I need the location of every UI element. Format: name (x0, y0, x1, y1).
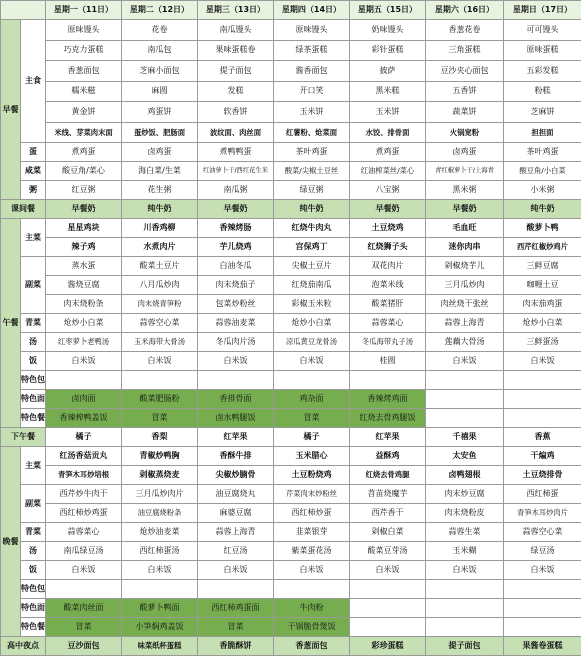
dish-cell: 香脆酥饼 (198, 637, 274, 656)
category-special-meal: 特色餐 (21, 618, 46, 637)
dish-cell: 黑米粥 (426, 181, 504, 200)
day-header: 星期四（14日） (274, 1, 350, 20)
dish-cell: 红豆粥 (46, 181, 122, 200)
empty-cell (198, 580, 274, 599)
day-header: 星期一（11日） (46, 1, 122, 20)
breakfast-row (1, 61, 581, 82)
dish-cell: 炝炒小白菜 (504, 314, 581, 333)
dish-cell: 莲藕大骨汤 (426, 333, 504, 352)
dish-cell: 蒜蓉生菜 (426, 523, 504, 542)
breakfast-row (1, 143, 581, 162)
category-special-noodle: 特色面 (21, 599, 46, 618)
dish-cell: 红烧牛肉丸 (274, 219, 350, 238)
dish-cell: 油豆腐烧粉条 (122, 504, 198, 523)
dish-cell: 白米饭 (122, 561, 198, 580)
lunch-row (1, 219, 581, 238)
dish-cell: 红薯粉、炝菜面 (274, 122, 350, 143)
dish-cell: 橘子 (46, 428, 122, 447)
dish-cell: 益酥鸡 (350, 447, 426, 466)
empty-cell (350, 618, 426, 637)
dish-cell: 冬瓜海带丸子汤 (350, 333, 426, 352)
dish-cell: 鸡蛋饼 (122, 102, 198, 123)
dish-cell: 红油萝卜干/西红花生米 (198, 162, 274, 181)
dish-cell: 红烧去骨鸡腿饭 (350, 409, 426, 428)
dish-cell: 糯米糍 (46, 81, 122, 102)
dish-cell: 八月瓜炒肉 (122, 276, 198, 295)
dish-cell: 绿豆汤 (504, 542, 581, 561)
dish-cell: 西芹香干 (350, 504, 426, 523)
dish-cell: 花卷 (122, 20, 198, 41)
category-special-noodle: 特色面 (21, 390, 46, 409)
dish-cell: 彩针蛋糕 (350, 40, 426, 61)
empty-cell (46, 580, 122, 599)
dish-cell: 双花肉片 (350, 257, 426, 276)
dish-cell: 红苹果 (198, 428, 274, 447)
dish-cell: 尖椒土豆片 (274, 257, 350, 276)
day-header: 星期六（16日） (426, 1, 504, 20)
dish-cell: 桂圆 (350, 352, 426, 371)
dish-cell: 开口笑 (274, 81, 350, 102)
dish-cell: 红豆汤 (198, 542, 274, 561)
dish-cell: 酸菜肥肠粉 (122, 390, 198, 409)
dish-cell: 蒜蓉空心菜 (504, 523, 581, 542)
category-special-meal: 特色餐 (21, 409, 46, 428)
header-corner (1, 1, 46, 20)
dish-cell: 三鲜蛋汤 (504, 333, 581, 352)
dish-cell: 三角蛋糕 (426, 40, 504, 61)
dish-cell: 青笋木耳炒培根 (46, 466, 122, 485)
dinner-row (1, 580, 581, 599)
empty-cell (198, 371, 274, 390)
dish-cell: 红油榨菜丝/菜心 (350, 162, 426, 181)
dish-cell: 白米饭 (274, 352, 350, 371)
dish-cell: 酸豆角/菜心 (46, 162, 122, 181)
dish-cell: 玉米海带大骨汤 (122, 333, 198, 352)
dish-cell: 西红柿炒鸡蛋 (46, 504, 122, 523)
dinner-row (1, 466, 581, 485)
empty-cell (350, 371, 426, 390)
dish-cell: 冬瓜肉片汤 (198, 333, 274, 352)
dish-cell: 南瓜绿豆汤 (46, 542, 122, 561)
dish-cell: 小米粥 (504, 181, 581, 200)
lunch-row (1, 257, 581, 276)
day-header: 星期日（17日） (504, 1, 581, 20)
dish-cell: 香葱面包 (274, 637, 350, 656)
category-soup: 汤 (21, 542, 46, 561)
meal-label-morning-snack: 课间餐 (1, 200, 46, 219)
dish-cell: 煮鸭鸭蛋 (198, 143, 274, 162)
dish-cell: 蒜蓉上海青 (198, 523, 274, 542)
dish-cell: 西红柿炒蛋 (274, 504, 350, 523)
breakfast-row (1, 162, 581, 181)
dish-cell: 尖椒炒腩骨 (198, 466, 274, 485)
dish-cell: 青红椒萝卜干/上海青 (426, 162, 504, 181)
dish-cell: 果酱卷蛋糕 (504, 637, 581, 656)
dish-cell: 卤鸭翅根 (426, 466, 504, 485)
dish-cell: 西红柿蛋汤 (122, 542, 198, 561)
dish-cell: 卤肉面 (46, 390, 122, 409)
breakfast-row (1, 20, 581, 41)
dish-cell: 白米饭 (46, 352, 122, 371)
empty-cell (274, 580, 350, 599)
dish-cell: 冒菜 (122, 409, 198, 428)
dish-cell: 咖喱土豆 (504, 276, 581, 295)
lunch-row (1, 371, 581, 390)
header-row (1, 1, 581, 20)
dish-cell: 凉瓜黄豆龙骨汤 (274, 333, 350, 352)
meal-label-dinner: 晚餐 (1, 447, 21, 637)
dish-cell: 酸豆角/小白菜 (504, 162, 581, 181)
dish-cell: 酸菜肉丝面 (46, 599, 122, 618)
empty-cell (350, 599, 426, 618)
dish-cell: 玉米腊心 (274, 447, 350, 466)
dish-cell: 香排骨面 (198, 390, 274, 409)
dish-cell: 茶叶鸡蛋 (504, 143, 581, 162)
dish-cell: 原味蛋糕 (504, 40, 581, 61)
dish-cell: 白米饭 (122, 352, 198, 371)
category-pickles: 咸菜 (21, 162, 46, 181)
dish-cell: 五香饼 (426, 81, 504, 102)
empty-cell (426, 390, 504, 409)
dish-cell: 酸萝卜鸭面 (122, 599, 198, 618)
dish-cell: 西芹红椒炒鸡片 (504, 238, 581, 257)
dish-cell: 炝炒油麦菜 (122, 523, 198, 542)
category-special-bread: 特色包 (21, 371, 46, 390)
dish-cell: 五彩发糕 (504, 61, 581, 82)
empty-cell (504, 409, 581, 428)
dish-cell: 水煮肉片 (122, 238, 198, 257)
dish-cell: 芋儿烧鸡 (198, 238, 274, 257)
dish-cell: 星星鸡块 (46, 219, 122, 238)
dish-cell: 茶叶鸡蛋 (274, 143, 350, 162)
dish-cell: 白米饭 (426, 352, 504, 371)
dish-cell: 海白菜/生菜 (122, 162, 198, 181)
dish-cell: 青笋木耳炒肉片 (504, 504, 581, 523)
dish-cell: 炝炒小白菜 (274, 314, 350, 333)
dish-cell: 白米饭 (198, 352, 274, 371)
dish-cell: 三月瓜炒肉 (426, 276, 504, 295)
dish-cell: 绿茶蛋糕 (274, 40, 350, 61)
empty-cell (504, 580, 581, 599)
dish-cell: 土豆烧排骨 (504, 466, 581, 485)
dish-cell: 披萨 (350, 61, 426, 82)
morning-snack-row (1, 200, 581, 219)
dish-cell: 香葱面包 (46, 61, 122, 82)
dish-cell: 波纹面、肉丝面 (198, 122, 274, 143)
dish-cell: 红烧去骨鸡腿 (350, 466, 426, 485)
dish-cell: 卤鸡蛋 (122, 143, 198, 162)
category-staple: 主食 (21, 20, 46, 143)
dish-cell: 油豆腐烧丸 (198, 485, 274, 504)
dish-cell: 蒜蓉上海青 (426, 314, 504, 333)
dish-cell: 香葱花卷 (426, 20, 504, 41)
dinner-row (1, 542, 581, 561)
dish-cell: 南瓜馒头 (198, 20, 274, 41)
empty-cell (46, 371, 122, 390)
category-side-dish: 副菜 (21, 257, 46, 314)
dish-cell: 早餐奶 (350, 200, 426, 219)
lunch-row (1, 333, 581, 352)
breakfast-row (1, 122, 581, 143)
dish-cell: 八宝粥 (350, 181, 426, 200)
dish-cell: 果味蛋糕卷 (198, 40, 274, 61)
dish-cell: 韭菜银芽 (274, 523, 350, 542)
dish-cell: 蒜蓉菜心 (46, 523, 122, 542)
dish-cell: 迷你肉串 (426, 238, 504, 257)
breakfast-row (1, 102, 581, 123)
meal-label-lunch: 午餐 (1, 219, 21, 428)
dish-cell: 紫菜蛋花汤 (274, 542, 350, 561)
empty-cell (426, 618, 504, 637)
category-rice: 饭 (21, 561, 46, 580)
dish-cell: 豆沙面包 (46, 637, 122, 656)
dinner-row (1, 523, 581, 542)
dish-cell: 黑米糕 (350, 81, 426, 102)
dish-cell: 米线、芽菜肉末面 (46, 122, 122, 143)
dish-cell: 奶味馒头 (350, 20, 426, 41)
dish-cell: 小笋焖鸡盖饭 (122, 618, 198, 637)
dish-cell: 土豆粉烧鸡 (274, 466, 350, 485)
dish-cell: 玉米饼 (350, 102, 426, 123)
dish-cell: 香辣烤肠 (198, 219, 274, 238)
dish-cell: 芝麻小面包 (122, 61, 198, 82)
dish-cell: 发糕 (198, 81, 274, 102)
dinner-row (1, 504, 581, 523)
dish-cell: 肉末茄鸡蛋 (504, 295, 581, 314)
dish-cell: 红烧茄南瓜 (274, 276, 350, 295)
dish-cell: 蒸水蛋 (46, 257, 122, 276)
breakfast-row (1, 40, 581, 61)
dish-cell: 早餐奶 (426, 200, 504, 219)
dish-cell: 冒菜 (198, 618, 274, 637)
category-main-dish: 主菜 (21, 447, 46, 485)
dish-cell: 巧克力蛋糕 (46, 40, 122, 61)
dish-cell: 彩椒玉米粒 (274, 295, 350, 314)
dish-cell: 白米饭 (274, 561, 350, 580)
dish-cell: 冒菜 (274, 409, 350, 428)
dish-cell: 卤鸡蛋 (426, 143, 504, 162)
dish-cell: 白米饭 (426, 561, 504, 580)
dish-cell: 豆沙夹心面包 (426, 61, 504, 82)
dish-cell: 干锅脆骨煲饭 (274, 618, 350, 637)
empty-cell (122, 580, 198, 599)
dish-cell: 煮鸡蛋 (350, 143, 426, 162)
dinner-row (1, 599, 581, 618)
dish-cell: 蛋炒饭、肥肠面 (122, 122, 198, 143)
category-greens: 青菜 (21, 314, 46, 333)
dish-cell: 肉末烧青笋粉 (122, 295, 198, 314)
dish-cell: 白米饭 (504, 561, 581, 580)
night-snack-row (1, 637, 581, 656)
dish-cell: 酸菜豆芽汤 (350, 542, 426, 561)
dish-cell: 肉末烧粉皮 (426, 504, 504, 523)
dish-cell: 彩珍蛋糕 (350, 637, 426, 656)
dish-cell: 卤水鸭腿饭 (198, 409, 274, 428)
dish-cell: 干煸鸡 (504, 447, 581, 466)
dish-cell: 原味馒头 (46, 20, 122, 41)
dish-cell: 肉末炒豆腐 (426, 485, 504, 504)
dish-cell: 肉末烧粉条 (46, 295, 122, 314)
dish-cell: 麻婆豆腐 (198, 504, 274, 523)
dish-cell: 酱烧豆腐 (46, 276, 122, 295)
lunch-row (1, 352, 581, 371)
dish-cell: 香辣烤鸡面 (350, 390, 426, 409)
dish-cell: 原味馒头 (274, 20, 350, 41)
dish-cell: 千禧果 (426, 428, 504, 447)
dish-cell: 西芹炒牛肉干 (46, 485, 122, 504)
dish-cell: 剁椒烧芋儿 (426, 257, 504, 276)
category-rice: 饭 (21, 352, 46, 371)
breakfast-row (1, 81, 581, 102)
lunch-row (1, 295, 581, 314)
dish-cell: 毛血旺 (426, 219, 504, 238)
empty-cell (426, 409, 504, 428)
dish-cell: 纯牛奶 (504, 200, 581, 219)
dish-cell: 冒菜 (46, 618, 122, 637)
dish-cell: 炝炒小白菜 (46, 314, 122, 333)
dish-cell: 白米饭 (198, 561, 274, 580)
dish-cell: 肉丝烧干张丝 (426, 295, 504, 314)
empty-cell (426, 599, 504, 618)
dish-cell: 土豆烧鸡 (350, 219, 426, 238)
dish-cell: 包菜炒粉丝 (198, 295, 274, 314)
dish-cell: 绿豆粥 (274, 181, 350, 200)
dish-cell: 水饺、排骨面 (350, 122, 426, 143)
dish-cell: 早餐奶 (198, 200, 274, 219)
dish-cell: 红烧狮子头 (350, 238, 426, 257)
dish-cell: 川香鸡柳 (122, 219, 198, 238)
dish-cell: 可可馒头 (504, 20, 581, 41)
lunch-row (1, 238, 581, 257)
dish-cell: 三鲜豆腐 (504, 257, 581, 276)
dish-cell: 蒜蓉空心菜 (122, 314, 198, 333)
dish-cell: 纯牛奶 (274, 200, 350, 219)
dish-cell: 花生粥 (122, 181, 198, 200)
meal-label-night-snack: 高中夜点 (1, 637, 46, 656)
dish-cell: 剁椒蒸烧麦 (122, 466, 198, 485)
dish-cell: 芹菜肉末炒粉丝 (274, 485, 350, 504)
dish-cell: 软香饼 (198, 102, 274, 123)
meal-label-breakfast: 早餐 (1, 20, 21, 200)
dish-cell: 西红柿蛋 (504, 485, 581, 504)
empty-cell (504, 371, 581, 390)
dish-cell: 香辣榨鸭盖饭 (46, 409, 122, 428)
category-soup: 汤 (21, 333, 46, 352)
dish-cell: 红枣萝卜老鸭汤 (46, 333, 122, 352)
dish-cell: 香酥牛排 (198, 447, 274, 466)
empty-cell (350, 580, 426, 599)
dinner-row (1, 618, 581, 637)
dish-cell: 白米饭 (504, 352, 581, 371)
dish-cell: 剁椒白菜 (350, 523, 426, 542)
dish-cell: 提子面包 (426, 637, 504, 656)
dish-cell: 火锅宽粉 (426, 122, 504, 143)
empty-cell (122, 371, 198, 390)
empty-cell (274, 371, 350, 390)
dish-cell: 青椒炒鸭胸 (122, 447, 198, 466)
category-main-dish: 主菜 (21, 219, 46, 257)
category-side-dish: 副菜 (21, 485, 46, 523)
dish-cell: 辣子鸡 (46, 238, 122, 257)
dish-cell: 酸菜/尖椒土豆丝 (274, 162, 350, 181)
empty-cell (504, 618, 581, 637)
lunch-row (1, 314, 581, 333)
day-header: 星期三（13日） (198, 1, 274, 20)
dish-cell: 橘子 (274, 428, 350, 447)
day-header: 星期二（12日） (122, 1, 198, 20)
dish-cell: 麻圆 (122, 81, 198, 102)
dish-cell: 早餐奶 (46, 200, 122, 219)
dish-cell: 黄金饼 (46, 102, 122, 123)
category-egg: 蛋 (21, 143, 46, 162)
category-greens: 青菜 (21, 523, 46, 542)
dish-cell: 红苹果 (350, 428, 426, 447)
lunch-row (1, 390, 581, 409)
dish-cell: 红汤香菇贡丸 (46, 447, 122, 466)
dish-cell: 煮鸡蛋 (46, 143, 122, 162)
dish-cell: 味菜纸杯蛋糕 (122, 637, 198, 656)
empty-cell (426, 371, 504, 390)
dish-cell: 玉米糊 (426, 542, 504, 561)
category-special-bread: 特色包 (21, 580, 46, 599)
dish-cell: 苕苗烧魔芋 (350, 485, 426, 504)
dish-cell: 蒜蓉菜心 (350, 314, 426, 333)
dish-cell: 鸡杂面 (274, 390, 350, 409)
category-porridge: 粥 (21, 181, 46, 200)
dinner-row (1, 485, 581, 504)
meal-label-afternoon-snack: 下午餐 (1, 428, 46, 447)
afternoon-snack-row (1, 428, 581, 447)
lunch-row (1, 276, 581, 295)
lunch-row (1, 409, 581, 428)
empty-cell (426, 580, 504, 599)
empty-cell (504, 599, 581, 618)
dinner-row (1, 447, 581, 466)
dish-cell: 提子面包 (198, 61, 274, 82)
dish-cell: 酸菜猪肝 (350, 295, 426, 314)
empty-cell (504, 390, 581, 409)
dish-cell: 香蕉 (504, 428, 581, 447)
dish-cell: 芝麻饼 (504, 102, 581, 123)
dish-cell: 玉米饼 (274, 102, 350, 123)
dish-cell: 蔬菜饼 (426, 102, 504, 123)
dish-cell: 蒜蓉油麦菜 (198, 314, 274, 333)
dish-cell: 酸萝卜鸭 (504, 219, 581, 238)
dish-cell: 粉糕 (504, 81, 581, 102)
dish-cell: 酱香面包 (274, 61, 350, 82)
dish-cell: 泡菜米线 (350, 276, 426, 295)
dish-cell: 担担面 (504, 122, 581, 143)
day-header: 星期五（15日） (350, 1, 426, 20)
dish-cell: 肉末烧茄子 (198, 276, 274, 295)
dish-cell: 白油冬瓜 (198, 257, 274, 276)
dish-cell: 香梨 (122, 428, 198, 447)
dish-cell: 牛肉粉 (274, 599, 350, 618)
dish-cell: 南瓜包 (122, 40, 198, 61)
dish-cell: 纯牛奶 (122, 200, 198, 219)
dish-cell: 白米饭 (46, 561, 122, 580)
dish-cell: 宫保鸡丁 (274, 238, 350, 257)
dinner-row (1, 561, 581, 580)
dish-cell: 白米饭 (350, 561, 426, 580)
dish-cell: 西红柿鸡蛋面 (198, 599, 274, 618)
dish-cell: 南瓜粥 (198, 181, 274, 200)
breakfast-row (1, 181, 581, 200)
dish-cell: 太安鱼 (426, 447, 504, 466)
dish-cell: 三月瓜炒肉片 (122, 485, 198, 504)
dish-cell: 酸菜土豆片 (122, 257, 198, 276)
